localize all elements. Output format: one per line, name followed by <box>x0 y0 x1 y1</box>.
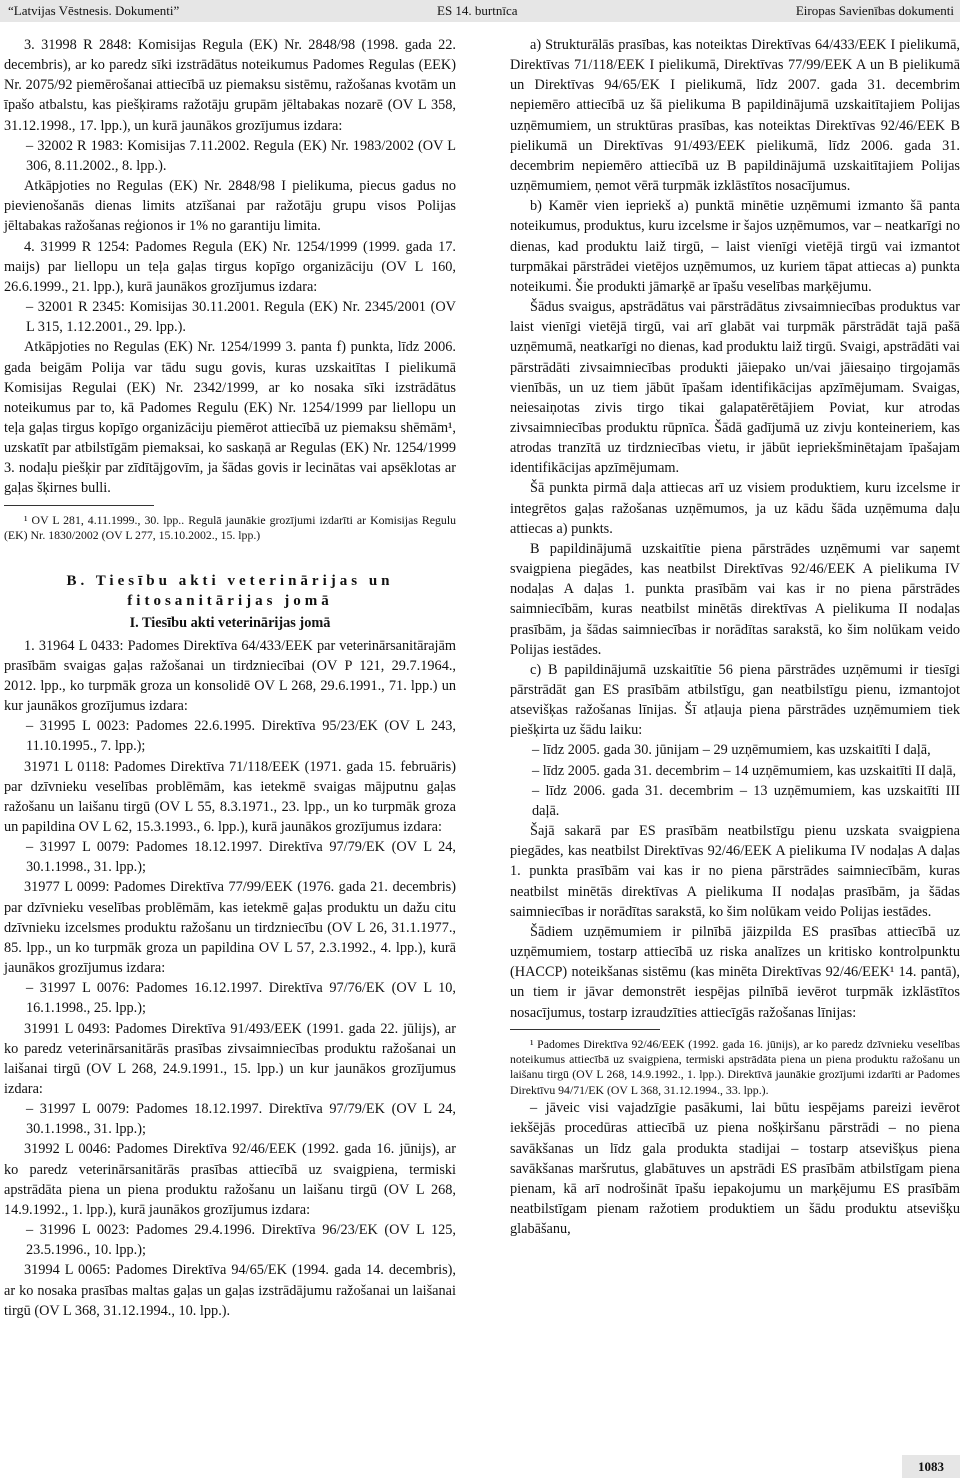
left-column <box>4 35 456 1321</box>
paragraph: 31994 L 0065: Padomes Direktīva 94/65/EK (1994. gada 14. decembris), ar ko nosaka prasības maltas gaļas un gaļas izstrādājumu ražošanai un laišanai tirgū (OV L 368, 31.12.1994., 10. lpp.). <box>4 1262 456 1319</box>
dash-item: – 32002 R 1983: Komisijas 7.11.2002. Regula (EK) Nr. 1983/2002 (OV L 306, 8.11.2002., 8. lpp.). <box>4 136 456 176</box>
section-title: B. Tiesību akti veterinārijas un fitosanitārijas jomā <box>66 573 394 610</box>
page-header <box>0 0 960 22</box>
dash-item: – līdz 2005. gada 30. jūnijam – 29 uzņēmumiem, kas uzskaitīti I daļā, <box>510 740 960 760</box>
page-number: 1083 <box>902 1455 960 1478</box>
footnote-rule <box>510 1029 660 1030</box>
header-section: Eiropas Savienības dokumenti <box>795 3 954 18</box>
paragraph: c) B papildinājumā uzskaitītie 56 piena pārstrādes uzņēmumi ir tiesīgi pārstrādāt gan ES prasībām atbilstīgu, gan neatbilstīgu pienu, izmantojot atsevišķas ražošanas līnijas. Šī atļauja piena pārstrādes uzņēmumiem tiek piešķirta uz šādu laiku: <box>510 661 960 739</box>
paragraph: 31977 L 0099: Padomes Direktīva 77/99/EEK (1976. gada 21. decembris) par dzīvnieku veselības problēmām, kas ietekmē gaļas produktu un dažu citu dzīvnieku izcelsmes produktu ražošanu un tirdzniecību (OV L 26, 31.1.1977., 85. lpp., un ko turpmāk groza un papildina OV L 57, 2.3.1992., 4. lpp.), kurā jaunākos grozījumus izdara: <box>4 879 456 977</box>
paragraph: – jāveic visi vajadzīgie pasākumi, lai būtu iespējams pareizi ievērot iekšējās procedūras attiecībā uz piena nošķiršanu pārstrādi – no piena savākšanas un līdz gala produkta stadijai – tostarp atsevišķus piena savākšanas maršrutus, glabātuves un apstrādi ES prasībām atbilstīgam piena pienam, kā arī nodrošināt īpašu iepakojumu un marķējumu ES prasībām neatbilstīgam pienam ražotiem produktiem un šādu produktu atsevišķu glabāšanu, <box>510 1100 960 1238</box>
footnote-rule <box>4 505 154 506</box>
paragraph: Šā punkta pirmā daļa attiecas arī uz visiem produktiem, kuru izcelsme ir integrētos gaļas ražošanas uzņēmumos, ja uz kādu šāda uzņēmuma daļu attiecas a) punkts. <box>510 480 960 537</box>
header-publication: “Latvijas Vēstnesis. Dokumenti” <box>8 3 180 18</box>
paragraph: 31971 L 0118: Padomes Direktīva 71/118/EEK (1971. gada 15. februāris) par dzīvnieku veselības problēmām, kas ietekmē svaigas mājputnu gaļas ražošanu un laišanu tirgū (OV L 55, 8.3.1971., 23. lpp., un ko turpmāk groza un papildina OV L 62, 15.3.1993., 6. lpp.), kurā jaunākos grozījumus izdara: <box>4 758 456 835</box>
paragraph: b) Kamēr vien iepriekš a) punktā minētie uzņēmumi izmanto šā panta noteikumus, produktus, kuru izcelsme ir šajos uzņēmumos, var – neatkarīgi no dienas, kad produktu laiž tirgū, – laist vienīgi vietējā tirgū vai izmantot turpmākai pārstrādei vietējos uzņēmumos, uz kuriem tāpat attiecas a) punkta noteikumi. Šie produkti jāmarķē ar īpašu veselības marķējumu. <box>510 198 960 295</box>
dash-item: – 31997 L 0076: Padomes 16.12.1997. Direktīva 97/76/EK (OV L 10, 16.1.1998., 25. lpp.); <box>4 978 456 1018</box>
dash-item: – 31996 L 0023: Padomes 29.4.1996. Direktīva 96/23/EK (OV L 125, 23.5.1996., 10. lpp.); <box>4 1220 456 1260</box>
paragraph: Atkāpjoties no Regulas (EK) Nr. 2848/98 I pielikuma, piecus gadus no pievienošanās dienas limits atzīšanai par ražotāju grupu visos Polijas jēltabakas ražošanas reģionos ir 1% no garantiju limita. <box>4 178 456 235</box>
paragraph: 1. 31964 L 0433: Padomes Direktīva 64/433/EEK par veterinārsanitārajām prasībām svaigas gaļas ražošanai un tirdzniecībai (OV P 121, 29.7.1964., 2012. lpp., ko turpmāk groza un konsolidē OV L 268, 29.6.1991., 71. lpp.) un kur jaunākos grozījumus izdara: <box>4 637 456 715</box>
paragraph: 31991 L 0493: Padomes Direktīva 91/493/EEK (1991. gada 22. jūlijs), ar ko paredz veterinārsanitārās prasības zivsaimniecības produktu ražošanai un laišanai tirgū (OV L 268, 24.9.1991., 15. lpp.) un kur jaunākos grozījumus izdara: <box>4 1020 456 1097</box>
paragraph: B papildinājumā uzskaitītie piena pārstrādes uzņēmumi var saņemt svaigpiena piegādes, kas neatbilst Direktīvas 92/46/EEK A pielikuma IV nodaļas A daļas 1. punkta prasībām vai kas ir no piena pārstrādes saimniecībām, kuras neatbilst minētās direktīvas A pielikuma II nodaļas prasībām, ja šādas saimniecības ir norādītas sarakstā, ko šim nolūkam veido Polijas iestādes. <box>510 540 960 658</box>
header-issue: ES 14. burtnīca <box>437 3 518 18</box>
paragraph: Šādus svaigus, apstrādātus vai pārstrādātus zivsaimniecības produktus var laist vienīgi vietējā tirgū, vai arī glabāt vai turpmāk pārstrādāt tajā pašā uzņēmumā, neatkarīgi no dienas, kad produktu laiž tirgū. Svaigi, apstrādāti vai pārstrādāti zivsaimniecības produkti jāiepako un/vai jāiesaiņo tirgojamās vienībās, un uz tiem jābūt īpašam identifikācijas apzīmējumam. Svaigas, neiesaiņotas zivis tirgo tikai galapatērētājiem Poviat, kur atrodas zivsaimniecības produktu rūpnīca. Šādā gadījumā uz zivju konteineriem, kas atrodas tranzītā uz tirdzniecības vietu, ir jābūt iepriekšminētajam īpašajam identifikācijas apzīmējumam. <box>510 299 960 477</box>
paragraph: Atkāpjoties no Regulas (EK) Nr. 1254/1999 3. panta f) punkta, līdz 2006. gada beigām Polija var tādu sugu govis, kuras uzskaitītas I pielikumā Komisijas Regulai (EK) Nr. 2342/1999, ar ko nosaka sīki izstrādātus noteikumus par to, kā Padomes Regulu (EK) Nr. 1254/1999 par liellopu un teļa gaļas tirgus kopīgo organizāciju piemērot attiecībā uz piemaksu shēmām¹, uzskatīt par atbilstīgām piemaksai, ko saskaņā ar Regulas (EK) Nr. 1254/1999 3. nodaļu piešķir par zīdītājgovīm, ja šādas govis ir lecinātas vai apsēklotas ar gaļas šķirnes bulli. <box>4 339 456 497</box>
dash-item: – 31995 L 0023: Padomes 22.6.1995. Direktīva 95/23/EK (OV L 243, 11.10.1995., 7. lpp.); <box>4 716 456 756</box>
right-column <box>510 35 960 1239</box>
paragraph: 31992 L 0046: Padomes Direktīva 92/46/EEK (1992. gada 16. jūnijs), ar ko paredz veterinārsanitārās prasības attiecībā uz svaigpiena, termiski apstrādāta piena un piena produktu ražošanu un laišanu tirgū (OV L 268, 14.9.1992., 1. lpp.), kurā jaunākos grozījumus izdara: <box>4 1141 456 1218</box>
footnote: ¹ Padomes Direktīva 92/46/EEK (1992. gada 16. jūnijs), ar ko paredz dzīvnieku veselības noteikumus attiecībā uz svaigpiena, termiski apstrādāta piena un piena produktu ražošanu un laišanu tirgū (OV L 268, 14.9.1992., 1. lpp.). Direktīvā jaunākie grozījumi izdarīti ar Padomes Direktīvu 94/71/EK (OV L 368, 31.12.1994., 33. lpp.). <box>510 1036 960 1097</box>
paragraph: Šādiem uzņēmumiem ir pilnībā jāizpilda ES prasības attiecībā uz uzņēmumiem, tostarp attiecībā uz riska analīzes un kritisko kontrolpunktu (HACCP) noteikšanas sistēmu (kas minēta Direktīvas 92/46/EEK¹ 14. pantā), un tiem ir jāvar demonstrēt iespējas pilnībā ievērot turpmāk izklāstītos nosacījumus, tostarp izraudzīties attiecīgās ražošanas līnijas: <box>510 923 960 1021</box>
footnote: ¹ OV L 281, 4.11.1999., 30. lpp.. Regulā jaunākie grozījumi izdarīti ar Komisijas Regulu (EK) Nr. 1830/2002 (OV L 277, 15.10.2002., 15. lpp.) <box>4 512 456 542</box>
section-subtitle: I. Tiesību akti veterinārijas jomā <box>129 615 331 632</box>
dash-item: – 32001 R 2345: Komisijas 30.11.2001. Regula (EK) Nr. 2345/2001 (OV L 315, 1.12.2001., 29. lpp.). <box>4 297 456 337</box>
dash-item: – 31997 L 0079: Padomes 18.12.1997. Direktīva 97/79/EK (OV L 24, 30.1.1998., 31. lpp.); <box>4 837 456 877</box>
dash-item: – 31997 L 0079: Padomes 18.12.1997. Direktīva 97/79/EK (OV L 24, 30.1.1998., 31. lpp.); <box>4 1099 456 1139</box>
paragraph: a) Strukturālās prasības, kas noteiktas Direktīvas 64/433/EEK I pielikumā, Direktīvas 71/118/EEK I pielikumā, Direktīvas 77/99/EEK A un B pielikumā un Direktīvas 94/65/EK I pielikumā, līdz 2007. gada 31. decembrim nepiemēro attiecībā uz šā pielikuma B papildinājumā uzskaitītajiem Polijas uzņēmumiem, un struktūras prasības, kas noteiktas Direktīvas 92/46/EEK B pielikumā un Direktīvas 91/493/EEK pielikumā, līdz 2006. gada 31. decembrim nepiemēro attiecībā uz B papildinājumā uzskaitītajiem Polijas uzņēmumiem, ņemot vērā turpmāk izklāstītos nosacījumus. <box>510 37 960 195</box>
paragraph: 3. 31998 R 2848: Komisijas Regula (EK) Nr. 2848/98 (1998. gada 22. decembris), ar ko paredz sīki izstrādātus noteikumus Padomes Regulas (EEK) Nr. 2075/92 piemērošanai attiecībā uz piemaksu sistēmu, ražošanas kvotām un īpašo atbalstu, kas piešķirams ražotāju grupām jēltabakas nozarē (OV L 358, 31.12.1998., 17. lpp.), un kurā jaunākos grozījumus izdara: <box>4 37 456 134</box>
dash-item: – līdz 2006. gada 31. decembrim – 13 uzņēmumiem, kas uzskaitīti III daļā. <box>510 781 960 821</box>
paragraph: Šajā sakarā par ES prasībām neatbilstīgu pienu uzskata svaigpiena piegādes, kas neatbilst Direktīvas 92/46/EEK A pielikuma IV nodaļas A daļas 1. punkta prasībām vai kas ir no piena pārstrādes saimniecībām, kuras neatbilst minētās direktīvas A pielikuma II nodaļas prasībām, ja šādas saimniecības ir norādītas sarakstā, ko šim nolūkam veido Polijas iestādes. <box>510 823 960 920</box>
paragraph: 4. 31999 R 1254: Padomes Regula (EK) Nr. 1254/1999 (1999. gada 17. maijs) par liellopu un teļa gaļas tirgus kopīgo organizāciju (OV L 160, 26.6.1999., 21. lpp.), kurā jaunākos grozījumus izdara: <box>4 238 456 295</box>
dash-item: – līdz 2005. gada 31. decembrim – 14 uzņēmumiem, kas uzskaitīti II daļā, <box>510 761 960 781</box>
